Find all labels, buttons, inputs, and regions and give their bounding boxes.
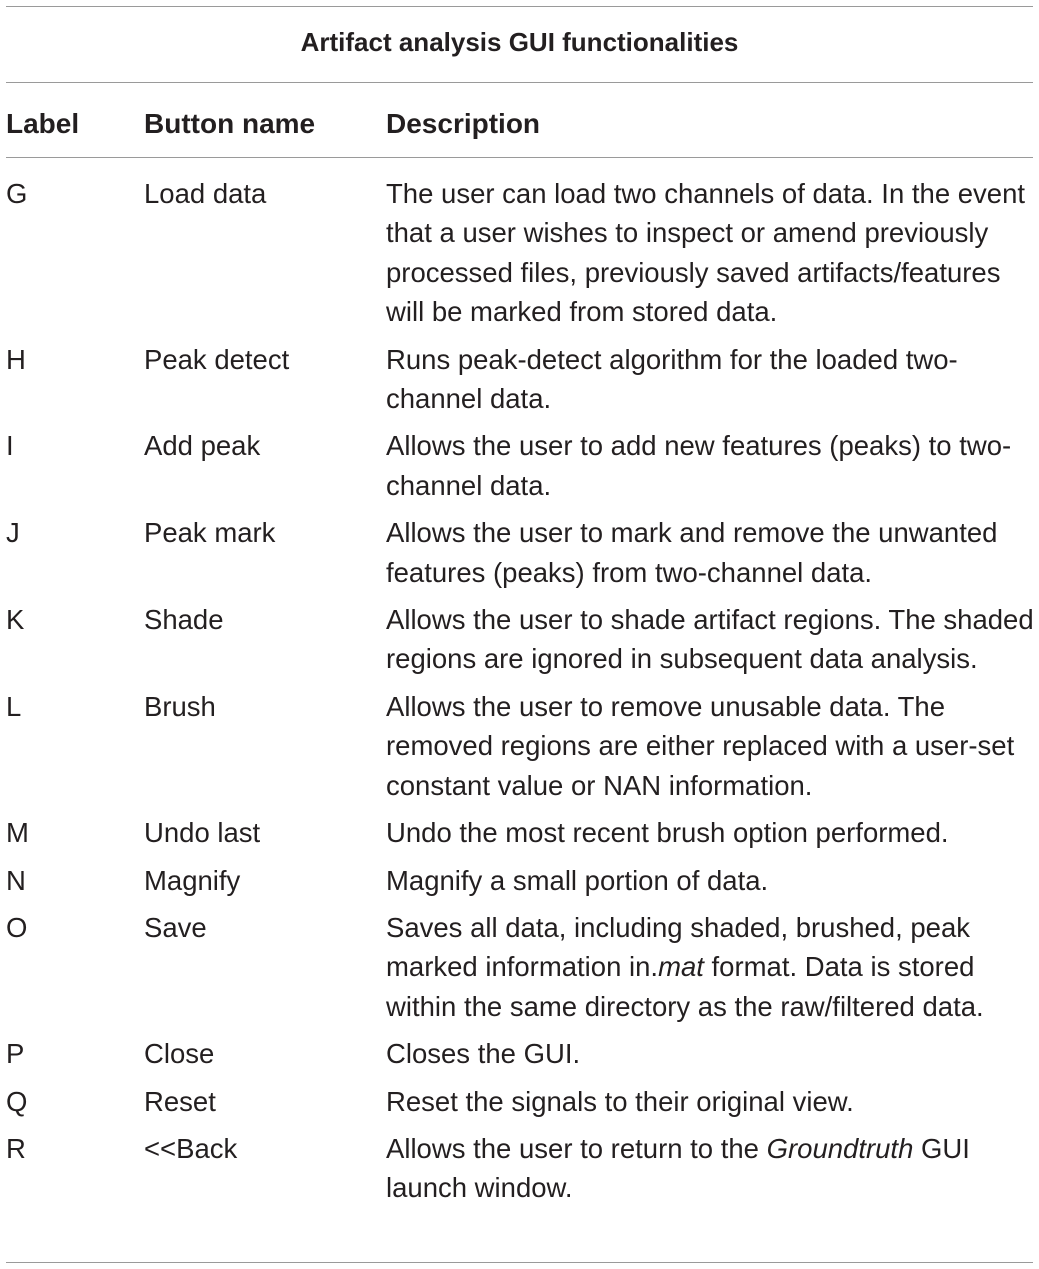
row-button-name: <<Back: [144, 1132, 238, 1164]
title-rule: [6, 82, 1033, 83]
table-header-row: [0, 104, 1039, 144]
row-label: L: [6, 690, 22, 722]
table-row: [0, 174, 1039, 332]
row-description-italic: Groundtruth: [766, 1132, 914, 1164]
header-rule: [6, 157, 1033, 158]
row-button-name: Peak detect: [144, 343, 290, 375]
table-row: [0, 1129, 1039, 1208]
row-label: M: [6, 817, 29, 849]
table-row: [0, 340, 1039, 419]
top-rule: [6, 6, 1033, 7]
table-row: [0, 861, 1039, 900]
row-description: Allows the user to mark and remove the unwanted features (peaks) from two-channel data.: [386, 517, 998, 588]
row-label: R: [6, 1132, 26, 1164]
row-button-name: Undo last: [144, 817, 261, 849]
bottom-rule: [6, 1262, 1033, 1263]
row-description: [386, 908, 1034, 1026]
row-description-start: Allows the user to return to the: [386, 1132, 767, 1164]
row-button-name: Shade: [144, 604, 224, 636]
row-description: Undo the most recent brush option performed.: [386, 817, 949, 849]
table-row: [0, 813, 1039, 852]
row-label: G: [6, 178, 28, 209]
header-description: Description: [386, 108, 541, 139]
row-label: Q: [6, 1085, 28, 1117]
table-body: [0, 174, 1039, 1216]
row-label: H: [6, 343, 26, 375]
header-button-name: Button name: [144, 108, 316, 139]
row-description: Reset the signals to their original view.: [386, 1085, 854, 1117]
row-description: Magnify a small portion of data.: [386, 864, 769, 896]
header-label: Label: [6, 108, 80, 139]
table-row: [0, 908, 1039, 1026]
row-button-name: Close: [144, 1038, 215, 1070]
row-description: Allows the user to remove unusable data. The removed regions are either replaced with a user-set constant value or NAN information.: [386, 690, 1015, 801]
row-label: P: [6, 1038, 25, 1070]
row-label: N: [6, 864, 26, 896]
row-description: Closes the GUI.: [386, 1038, 581, 1070]
table-title: Artifact analysis GUI functionalities: [300, 27, 739, 57]
row-button-name: Magnify: [144, 864, 241, 896]
row-description: [386, 1129, 1034, 1208]
table-row: [0, 513, 1039, 592]
table-row: [0, 1082, 1039, 1121]
row-button-name: Reset: [144, 1085, 216, 1117]
row-label: O: [6, 911, 28, 943]
row-button-name: Save: [144, 911, 207, 943]
row-description: Runs peak-detect algorithm for the loaded two-channel data.: [386, 343, 958, 415]
row-button-name: Add peak: [144, 430, 261, 462]
table-row: [0, 426, 1039, 505]
row-description-end: GUI launch window.: [386, 1132, 970, 1204]
table-row: [0, 687, 1039, 805]
row-label: J: [6, 517, 20, 549]
row-description: The user can load two channels of data. In the event that a user wishes to inspect or amend previously processed files, previously saved artifacts/features will be marked from stored data.: [386, 178, 1026, 328]
row-button-name: Peak mark: [144, 517, 276, 549]
row-label: K: [6, 604, 25, 636]
row-description: Allows the user to add new features (peaks) to two-channel data.: [386, 430, 1012, 501]
row-description-start: Saves all data, including shaded, brushed, peak marked information in.: [386, 911, 971, 983]
row-button-name: Brush: [144, 690, 216, 722]
row-description-end: format. Data is stored within the same directory as the raw/filtered data.: [386, 951, 984, 1022]
table-row: [0, 1034, 1039, 1073]
row-button-name: Load data: [144, 178, 267, 209]
row-label: I: [6, 430, 14, 462]
row-description: Allows the user to shade artifact regions. The shaded regions are ignored in subsequent data analysis.: [386, 604, 1034, 675]
table-row: [0, 600, 1039, 679]
row-description-italic: mat: [658, 951, 704, 983]
